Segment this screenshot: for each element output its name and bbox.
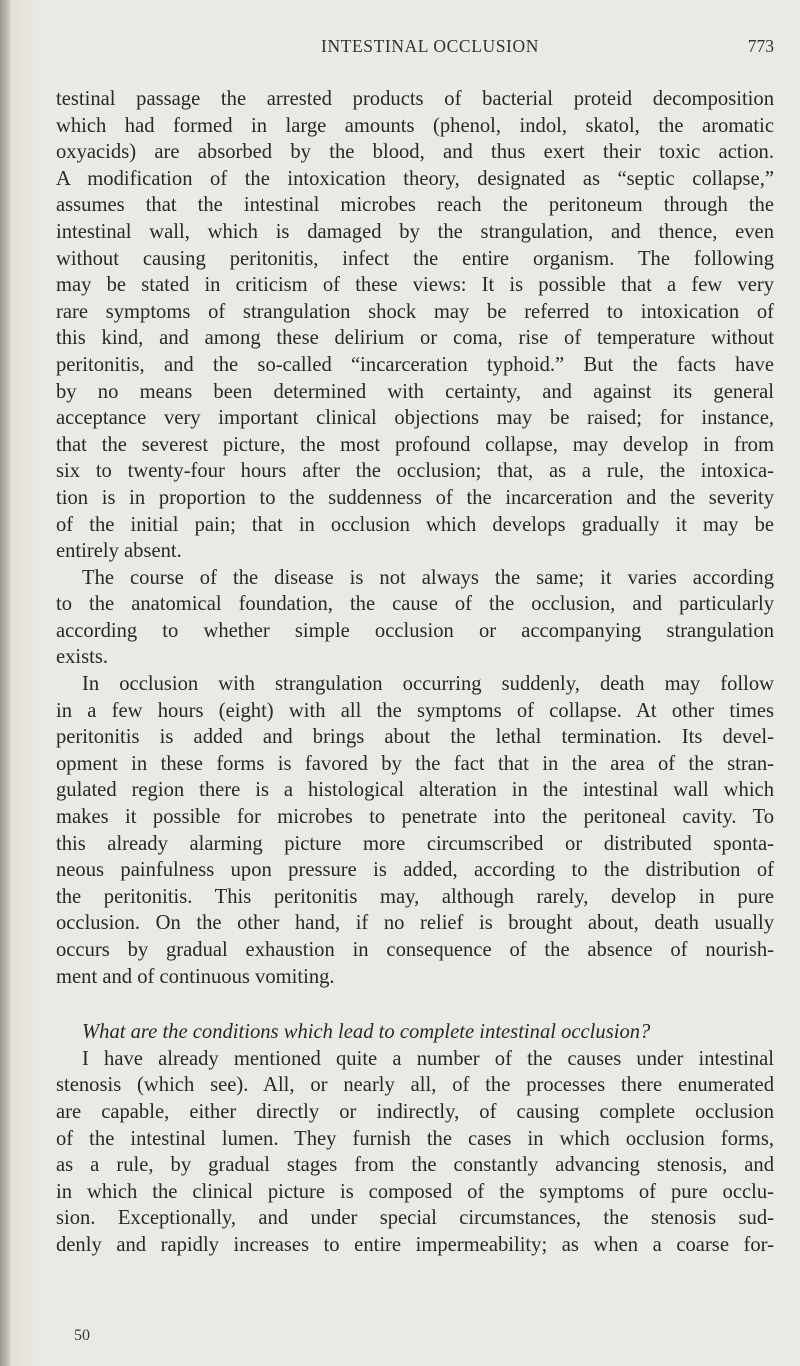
text-line: intestinal wall, which is damaged by the strangulation, and thence, even — [56, 220, 774, 243]
final-paragraph — [56, 1046, 774, 1259]
text-line: opment in these forms is favored by the fact that in the area of the stran- — [56, 752, 774, 775]
paragraphs — [56, 86, 774, 990]
text-line: six to twenty-four hours after the occlusion; that, as a rule, the intoxica- — [56, 460, 774, 483]
binding-shadow — [0, 0, 10, 1366]
text-line: assumes that the intestinal microbes reach the peritoneum through the — [56, 194, 774, 217]
text-line: to the anatomical foundation, the cause of the occlusion, and particularly — [56, 593, 774, 616]
paragraph-1 — [56, 86, 774, 565]
text-line: acceptance very important clinical objections may be raised; for instance, — [56, 407, 774, 430]
text-line: In occlusion with strangulation occurring suddenly, death may follow — [82, 673, 774, 696]
text-line: according to whether simple occlusion or accompanying strangulation — [56, 619, 774, 642]
text-line: as a rule, by gradual stages from the constantly advancing stenosis, and — [56, 1154, 774, 1177]
text-line: denly and rapidly increases to entire impermeability; as when a coarse for- — [56, 1233, 774, 1256]
text-line: The course of the disease is not always the same; it varies according — [82, 566, 774, 589]
text-line: tion is in proportion to the suddenness of the incarceration and the severity — [56, 486, 774, 509]
text-line: in a few hours (eight) with all the symptoms of collapse. At other times — [56, 699, 774, 722]
text-line: exists. — [56, 646, 109, 669]
text-line: peritonitis, and the so-called “incarceration typhoid.” But the facts have — [56, 353, 774, 376]
text-line: in which the clinical picture is composed of the symptoms of pure occlu- — [56, 1180, 774, 1203]
text-line: occurs by gradual exhaustion in consequence of the absence of nourish- — [56, 939, 774, 961]
text-line: testinal passage the arrested products of bacterial proteid decomposition — [56, 88, 774, 110]
text-line: rare symptoms of strangulation shock may be referred to intoxication of — [56, 300, 774, 323]
text-line: are capable, either directly or indirectly, of causing complete occlusion — [56, 1100, 774, 1123]
text-line: stenosis (which see). All, or nearly all, of the processes there enumerated — [56, 1074, 774, 1097]
running-title: INTESTINAL OCCLUSION — [321, 36, 539, 56]
section-heading-text: What are the conditions which lead to complete intestinal occlusion? — [82, 1021, 651, 1044]
paragraph-3 — [56, 671, 774, 990]
text-line: gulated region there is a histological alteration in the intestinal wall which — [56, 779, 774, 802]
page-number: 773 — [747, 36, 774, 56]
text-line: without causing peritonitis, infect the entire organism. The following — [56, 247, 774, 270]
text-line: may be stated in criticism of these views: It is possible that a few very — [56, 274, 774, 297]
text-line: this kind, and among these delirium or coma, rise of temperature without — [56, 327, 774, 350]
text-line: by no means been determined with certainty, and against its general — [56, 380, 774, 403]
text-line: which had formed in large amounts (phenol, indol, skatol, the aromatic — [56, 114, 774, 137]
text-line: occlusion. On the other hand, if no relief is brought about, death usually — [56, 912, 774, 935]
text-line: oxyacids) are absorbed by the blood, and thus exert their toxic action. — [56, 141, 774, 164]
text-line: sion. Exceptionally, and under special circumstances, the stenosis sud- — [56, 1207, 774, 1230]
text-line: the peritonitis. This peritonitis may, although rarely, develop in pure — [56, 885, 774, 908]
text-line: peritonitis is added and brings about the lethal termination. Its devel- — [56, 726, 774, 749]
body-text — [56, 86, 774, 1259]
text-line: A modification of the intoxication theory, designated as “septic collapse,” — [56, 167, 774, 190]
paragraph-final — [56, 1046, 774, 1259]
text-line: makes it possible for microbes to penetrate into the peritoneal cavity. To — [56, 806, 774, 829]
text-line: entirely absent. — [56, 540, 182, 563]
text-line: neous painfulness upon pressure is added, according to the distribution of — [56, 859, 774, 882]
signature-mark: 50 — [74, 1327, 90, 1344]
text-line: of the initial pain; that in occlusion which develops gradually it may be — [56, 513, 774, 536]
paragraph-2 — [56, 565, 774, 671]
text-line: this already alarming picture more circumscribed or distributed sponta- — [56, 832, 774, 855]
section-heading — [56, 1019, 774, 1046]
text-line: of the intestinal lumen. They furnish the cases in which occlusion forms, — [56, 1127, 774, 1150]
text-line: that the severest picture, the most profound collapse, may develop in from — [56, 433, 774, 456]
running-head — [86, 36, 774, 64]
text-line: I have already mentioned quite a number of the causes under intestinal — [82, 1047, 774, 1070]
text-line: ment and of continuous vomiting. — [56, 965, 335, 988]
